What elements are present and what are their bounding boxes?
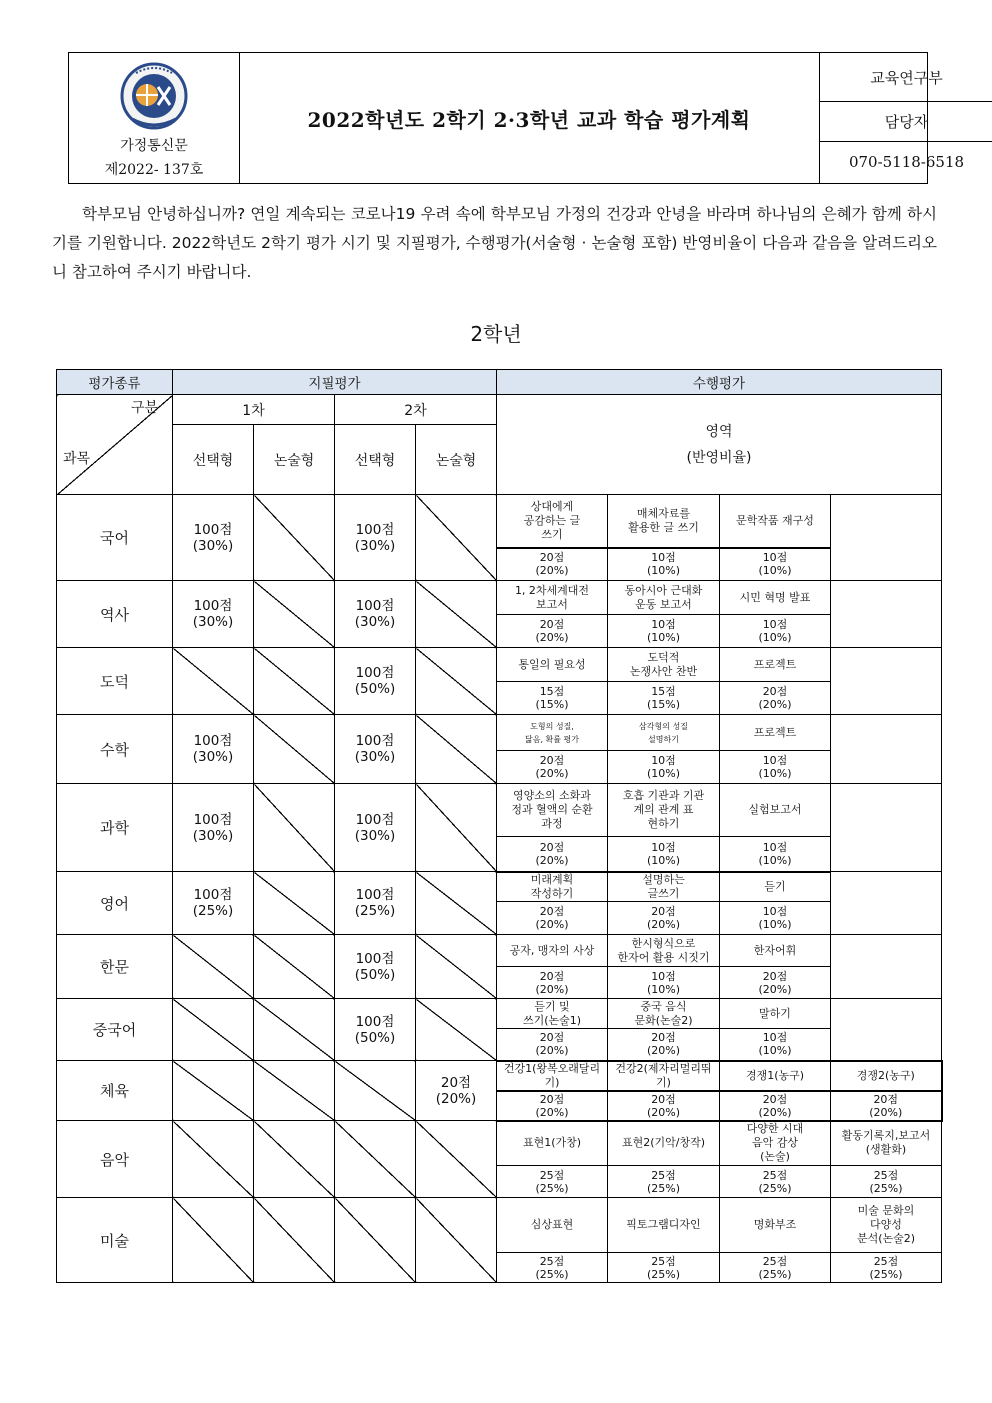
subject-name: 영어	[57, 872, 173, 935]
performance-empty	[831, 784, 942, 872]
performance-item: 한시형식으로 한자어 활용 시짓기	[608, 935, 720, 967]
performance-item: 건강1(왕복오래달리 기)	[497, 1061, 608, 1091]
round2-select-score: 100점 (50%)	[335, 648, 416, 715]
header-ratio: (반영비율)	[686, 449, 752, 466]
performance-item: 도형의 성질, 닮음, 확률 평가	[497, 715, 608, 751]
performance-score: 20점 (20%)	[497, 548, 608, 581]
table-row	[57, 935, 942, 967]
performance-score: 25점 (25%)	[831, 1166, 942, 1198]
performance-item: 프로젝트	[720, 648, 831, 682]
round2-select-empty	[335, 1121, 416, 1198]
subject-name: 역사	[57, 581, 173, 648]
performance-empty	[831, 648, 942, 715]
performance-score: 20점 (20%)	[608, 1091, 720, 1121]
performance-empty	[831, 872, 942, 935]
round2-essay-score: 20점 (20%)	[416, 1061, 497, 1121]
intro-text: 학부모님 안녕하십니까? 연일 계속되는 코로나19 우려 속에 학부모님 가정의 건강과 안녕을 바라며 하나님의 은혜가 함께 하시기를 기원합니다. 2022학년도 2학기 평가 시기 및 지필평가, 수행평가(서술형 · 논술형 포함) 반영비율이 다음과 같음을 알려드리오니 참고하여 주시기 바랍니다.	[52, 205, 937, 281]
round2-essay-empty	[416, 495, 497, 581]
performance-item: 실험보고서	[720, 784, 831, 837]
round1-essay-empty	[254, 1198, 335, 1283]
performance-score: 25점 (25%)	[720, 1253, 831, 1283]
round1-essay-empty	[254, 495, 335, 581]
round1-essay-empty	[254, 872, 335, 935]
performance-item: 도덕적 논쟁사안 찬반	[608, 648, 720, 682]
round1-select-score: 100점 (30%)	[173, 784, 254, 872]
round2-essay-empty	[416, 648, 497, 715]
performance-score: 20점 (20%)	[831, 1091, 942, 1121]
round2-select-score: 100점 (25%)	[335, 872, 416, 935]
performance-item: 경쟁1(농구)	[720, 1061, 831, 1091]
table-row	[57, 495, 942, 548]
header-performance: 수행평가	[497, 370, 942, 395]
header-box	[68, 52, 965, 184]
performance-score: 10점 (10%)	[608, 548, 720, 581]
round1-essay-empty	[254, 999, 335, 1061]
title-cell	[239, 53, 820, 183]
round1-essay-empty	[254, 715, 335, 784]
header-essay1: 논술형	[254, 425, 335, 495]
performance-score: 20점 (20%)	[497, 1091, 608, 1121]
performance-score: 10점 (10%)	[720, 837, 831, 872]
phone-number: 070-5118-6518	[848, 153, 965, 171]
table-row	[57, 1061, 942, 1091]
performance-item: 심상표현	[497, 1198, 608, 1253]
performance-empty	[831, 999, 942, 1061]
performance-item: 활동기록지,보고서 (생활화)	[831, 1121, 942, 1166]
performance-item: 다양한 시대 음악 감상 (논술)	[720, 1121, 831, 1166]
header-area: 영역	[705, 423, 733, 440]
department: 교육연구부	[819, 53, 992, 102]
performance-item: 중국 음식 문화(논술2)	[608, 999, 720, 1029]
round1-select-score: 100점 (30%)	[173, 581, 254, 648]
performance-item: 호흡 기관과 기관 계의 관계 표 현하기	[608, 784, 720, 837]
performance-score: 25점 (25%)	[720, 1166, 831, 1198]
round2-essay-empty	[416, 715, 497, 784]
performance-item: 듣기	[720, 872, 831, 902]
subject-name: 과학	[57, 784, 173, 872]
round2-select-empty	[335, 1061, 416, 1121]
performance-item: 삼각형의 성질 설명하기	[608, 715, 720, 751]
performance-score: 10점 (10%)	[608, 967, 720, 999]
performance-item: 동아시아 근대화 운동 보고서	[608, 581, 720, 615]
performance-item: 통일의 필요성	[497, 648, 608, 682]
performance-item: 문학작품 재구성	[720, 495, 831, 548]
school-logo-icon	[114, 61, 194, 135]
round1-select-empty	[173, 935, 254, 999]
performance-item: 시민 혁명 발표	[720, 581, 831, 615]
document-title: 2022학년도 2학기 2·3학년 교과 학습 평가계획	[307, 107, 751, 132]
subject-name: 중국어	[57, 999, 173, 1061]
subject-name: 미술	[57, 1198, 173, 1283]
performance-item: 표현2(기악/창작)	[608, 1121, 720, 1166]
round1-select-empty	[173, 648, 254, 715]
performance-score: 10점 (10%)	[608, 751, 720, 784]
performance-empty	[831, 495, 942, 581]
performance-item: 말하기	[720, 999, 831, 1029]
round1-essay-empty	[254, 784, 335, 872]
performance-score: 10점 (10%)	[720, 751, 831, 784]
round2-essay-empty	[416, 1121, 497, 1198]
performance-item: 한자어휘	[720, 935, 831, 967]
performance-item: 경쟁2(농구)	[831, 1061, 942, 1091]
performance-score: 20점 (20%)	[497, 751, 608, 784]
grade-title: 2학년	[470, 322, 522, 346]
round1-select-empty	[173, 1198, 254, 1283]
header-select1: 선택형	[173, 425, 254, 495]
performance-score: 25점 (25%)	[608, 1166, 720, 1198]
performance-score: 20점 (20%)	[720, 682, 831, 715]
round2-essay-empty	[416, 581, 497, 648]
header-essay2: 논술형	[416, 425, 497, 495]
performance-item: 픽토그램디자인	[608, 1198, 720, 1253]
table-row	[57, 1121, 942, 1166]
table-row	[57, 1198, 942, 1253]
performance-score: 10점 (10%)	[720, 615, 831, 648]
performance-score: 20점 (20%)	[608, 1029, 720, 1061]
subject-name: 체육	[57, 1061, 173, 1121]
round2-essay-empty	[416, 999, 497, 1061]
round1-select-score: 100점 (30%)	[173, 715, 254, 784]
round2-select-score: 100점 (30%)	[335, 784, 416, 872]
performance-item: 설명하는 글쓰기	[608, 872, 720, 902]
performance-score: 25점 (25%)	[497, 1166, 608, 1198]
round2-essay-empty	[416, 1198, 497, 1283]
round2-essay-empty	[416, 872, 497, 935]
table-row	[57, 784, 942, 837]
round1-essay-empty	[254, 648, 335, 715]
round2-select-score: 100점 (50%)	[335, 935, 416, 999]
performance-item: 공자, 맹자의 사상	[497, 935, 608, 967]
subject-name: 음악	[57, 1121, 173, 1198]
header-diagonal-cell	[57, 395, 173, 495]
round1-select-empty	[173, 1061, 254, 1121]
performance-score: 25점 (25%)	[831, 1253, 942, 1283]
evaluation-table	[56, 369, 943, 1283]
performance-item: 매체자료를 활용한 글 쓰기	[608, 495, 720, 548]
performance-empty	[831, 581, 942, 648]
performance-item: 명화부조	[720, 1198, 831, 1253]
performance-score: 20점 (20%)	[720, 967, 831, 999]
performance-item: 미술 문화의 다양성 분석(논술2)	[831, 1198, 942, 1253]
performance-score: 10점 (10%)	[720, 1029, 831, 1061]
performance-score: 20점 (20%)	[497, 967, 608, 999]
performance-score: 15점 (15%)	[497, 682, 608, 715]
round2-select-score: 100점 (30%)	[335, 715, 416, 784]
header-written-exam: 지필평가	[173, 370, 497, 395]
performance-score: 20점 (20%)	[497, 1029, 608, 1061]
performance-score: 20점 (20%)	[720, 1091, 831, 1121]
round1-select-empty	[173, 1121, 254, 1198]
performance-score: 15점 (15%)	[608, 682, 720, 715]
performance-item: 미래계획 작성하기	[497, 872, 608, 902]
header-eval-type: 평가종류	[57, 370, 173, 395]
round1-select-score: 100점 (25%)	[173, 872, 254, 935]
round1-select-empty	[173, 999, 254, 1061]
round2-essay-empty	[416, 784, 497, 872]
table-row	[57, 648, 942, 682]
performance-score: 10점 (10%)	[720, 548, 831, 581]
round1-essay-empty	[254, 581, 335, 648]
performance-empty	[831, 935, 942, 999]
header-select2: 선택형	[335, 425, 416, 495]
round2-select-score: 100점 (30%)	[335, 581, 416, 648]
table-row	[57, 999, 942, 1029]
table-row	[57, 715, 942, 751]
performance-score: 10점 (10%)	[608, 615, 720, 648]
performance-item: 표현1(가창)	[497, 1121, 608, 1166]
round2-select-score: 100점 (50%)	[335, 999, 416, 1061]
subject-name: 도덕	[57, 648, 173, 715]
contact-cell	[819, 53, 965, 183]
table-row	[57, 872, 942, 902]
subject-name: 수학	[57, 715, 173, 784]
performance-score: 25점 (25%)	[608, 1253, 720, 1283]
performance-score: 20점 (20%)	[608, 902, 720, 935]
round2-select-score: 100점 (30%)	[335, 495, 416, 581]
header-gubun: 구분	[130, 400, 158, 416]
issue-number: 제2022- 137호	[104, 162, 204, 178]
performance-item: 듣기 및 쓰기(논술1)	[497, 999, 608, 1029]
performance-score: 10점 (10%)	[720, 902, 831, 935]
header-round2: 2차	[335, 395, 497, 425]
contact-label: 담당자	[819, 101, 992, 142]
performance-score: 25점 (25%)	[497, 1253, 608, 1283]
round1-essay-empty	[254, 1061, 335, 1121]
performance-item: 영양소의 소화과 정과 혈액의 순환 과정	[497, 784, 608, 837]
subject-name: 국어	[57, 495, 173, 581]
performance-item: 건강2(제자리멀리뛰 기)	[608, 1061, 720, 1091]
performance-score: 20점 (20%)	[497, 837, 608, 872]
performance-item: 1, 2차세계대전 보고서	[497, 581, 608, 615]
performance-item: 프로젝트	[720, 715, 831, 751]
round1-select-score: 100점 (30%)	[173, 495, 254, 581]
subject-name: 한문	[57, 935, 173, 999]
header-round1: 1차	[173, 395, 335, 425]
header-area-cell	[497, 395, 942, 495]
header-subject: 과목	[63, 451, 91, 467]
performance-item: 상대에게 공감하는 글 쓰기	[497, 495, 608, 548]
performance-score: 10점 (10%)	[608, 837, 720, 872]
round1-essay-empty	[254, 935, 335, 999]
logo-cell	[69, 53, 240, 183]
table-row	[57, 581, 942, 615]
intro-paragraph	[52, 200, 937, 287]
performance-score: 20점 (20%)	[497, 615, 608, 648]
round2-select-empty	[335, 1198, 416, 1283]
performance-empty	[831, 715, 942, 784]
round2-essay-empty	[416, 935, 497, 999]
performance-score: 20점 (20%)	[497, 902, 608, 935]
issuer-label: 가정통신문	[120, 138, 188, 154]
round1-essay-empty	[254, 1121, 335, 1198]
